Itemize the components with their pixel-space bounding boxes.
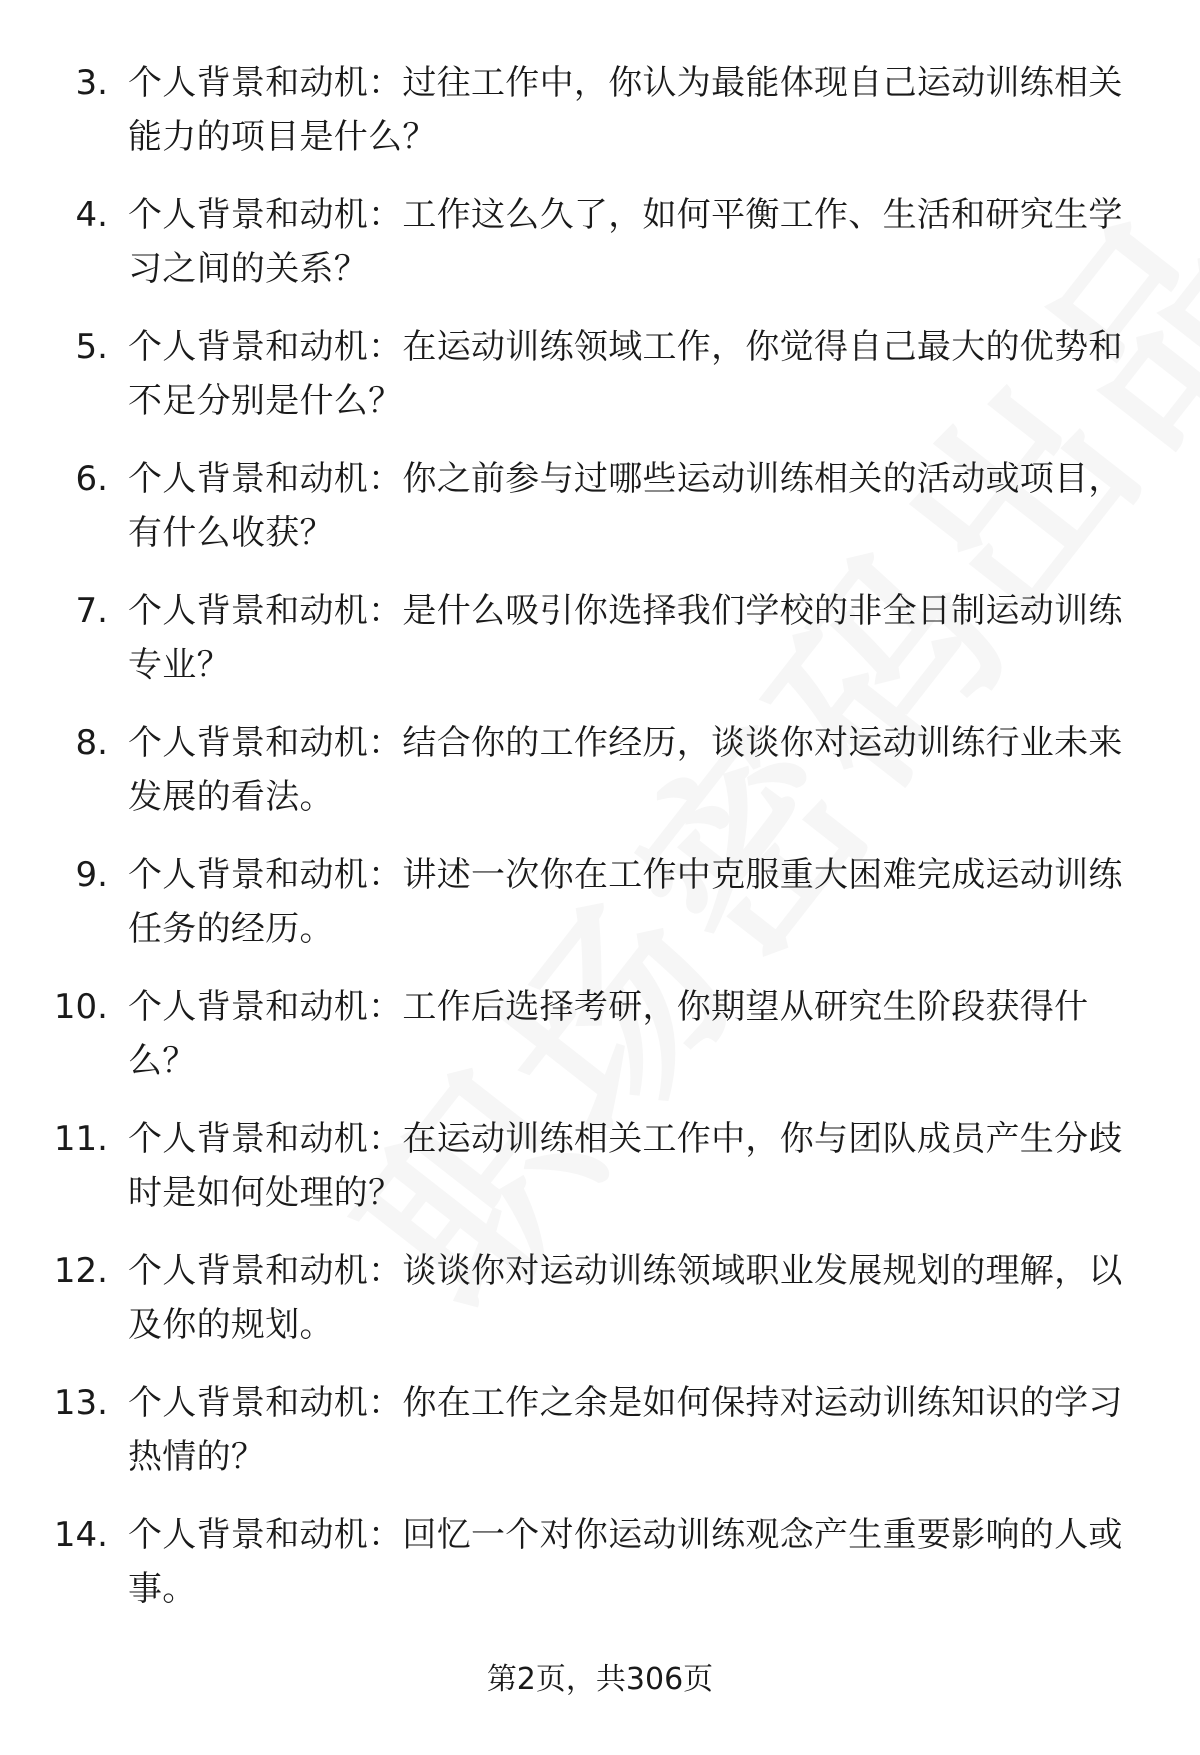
question-number: 13. — [53, 1383, 108, 1423]
question-text: 个人背景和动机：结合你的工作经历，谈谈你对运动训练行业未来发展的看法。 — [128, 723, 1123, 817]
question-item — [0, 1376, 1200, 1508]
question-item — [0, 716, 1200, 848]
page-number-footer: 第2页，共306页 — [486, 1662, 714, 1697]
question-text: 个人背景和动机：在运动训练相关工作中，你与团队成员产生分歧时是如何处理的？ — [128, 1119, 1123, 1213]
question-number: 6. — [75, 459, 108, 499]
question-item — [0, 848, 1200, 980]
question-item — [0, 452, 1200, 584]
question-item — [0, 320, 1200, 452]
question-number: 14. — [53, 1515, 108, 1555]
question-text: 个人背景和动机：你之前参与过哪些运动训练相关的活动或项目，有什么收获？ — [128, 459, 1123, 553]
question-text: 个人背景和动机：过往工作中，你认为最能体现自己运动训练相关能力的项目是什么？ — [128, 63, 1123, 157]
question-list — [0, 56, 1200, 1640]
question-text: 个人背景和动机：在运动训练领域工作，你觉得自己最大的优势和不足分别是什么？ — [128, 327, 1123, 421]
question-text: 个人背景和动机：回忆一个对你运动训练观念产生重要影响的人或事。 — [128, 1515, 1123, 1609]
question-item — [0, 188, 1200, 320]
question-number: 10. — [53, 987, 108, 1027]
question-item — [0, 980, 1200, 1112]
question-item — [0, 1112, 1200, 1244]
question-text: 个人背景和动机：讲述一次你在工作中克服重大困难完成运动训练任务的经历。 — [128, 855, 1123, 949]
question-item — [0, 584, 1200, 716]
question-number: 4. — [75, 195, 108, 235]
question-number: 8. — [75, 723, 108, 763]
question-text: 个人背景和动机：是什么吸引你选择我们学校的非全日制运动训练专业？ — [128, 591, 1123, 685]
question-number: 5. — [75, 327, 108, 367]
question-number: 3. — [75, 63, 108, 103]
question-text: 个人背景和动机：工作这么久了，如何平衡工作、生活和研究生学习之间的关系？ — [128, 195, 1123, 289]
question-text: 个人背景和动机：工作后选择考研，你期望从研究生阶段获得什么？ — [128, 987, 1089, 1081]
question-text: 个人背景和动机：谈谈你对运动训练领域职业发展规划的理解，以及你的规划。 — [128, 1251, 1123, 1345]
question-number: 9. — [75, 855, 108, 895]
question-item — [0, 56, 1200, 188]
question-text: 个人背景和动机：你在工作之余是如何保持对运动训练知识的学习热情的？ — [128, 1383, 1123, 1477]
question-item — [0, 1508, 1200, 1640]
question-item — [0, 1244, 1200, 1376]
question-number: 12. — [53, 1251, 108, 1291]
question-number: 7. — [75, 591, 108, 631]
question-number: 11. — [53, 1119, 108, 1159]
